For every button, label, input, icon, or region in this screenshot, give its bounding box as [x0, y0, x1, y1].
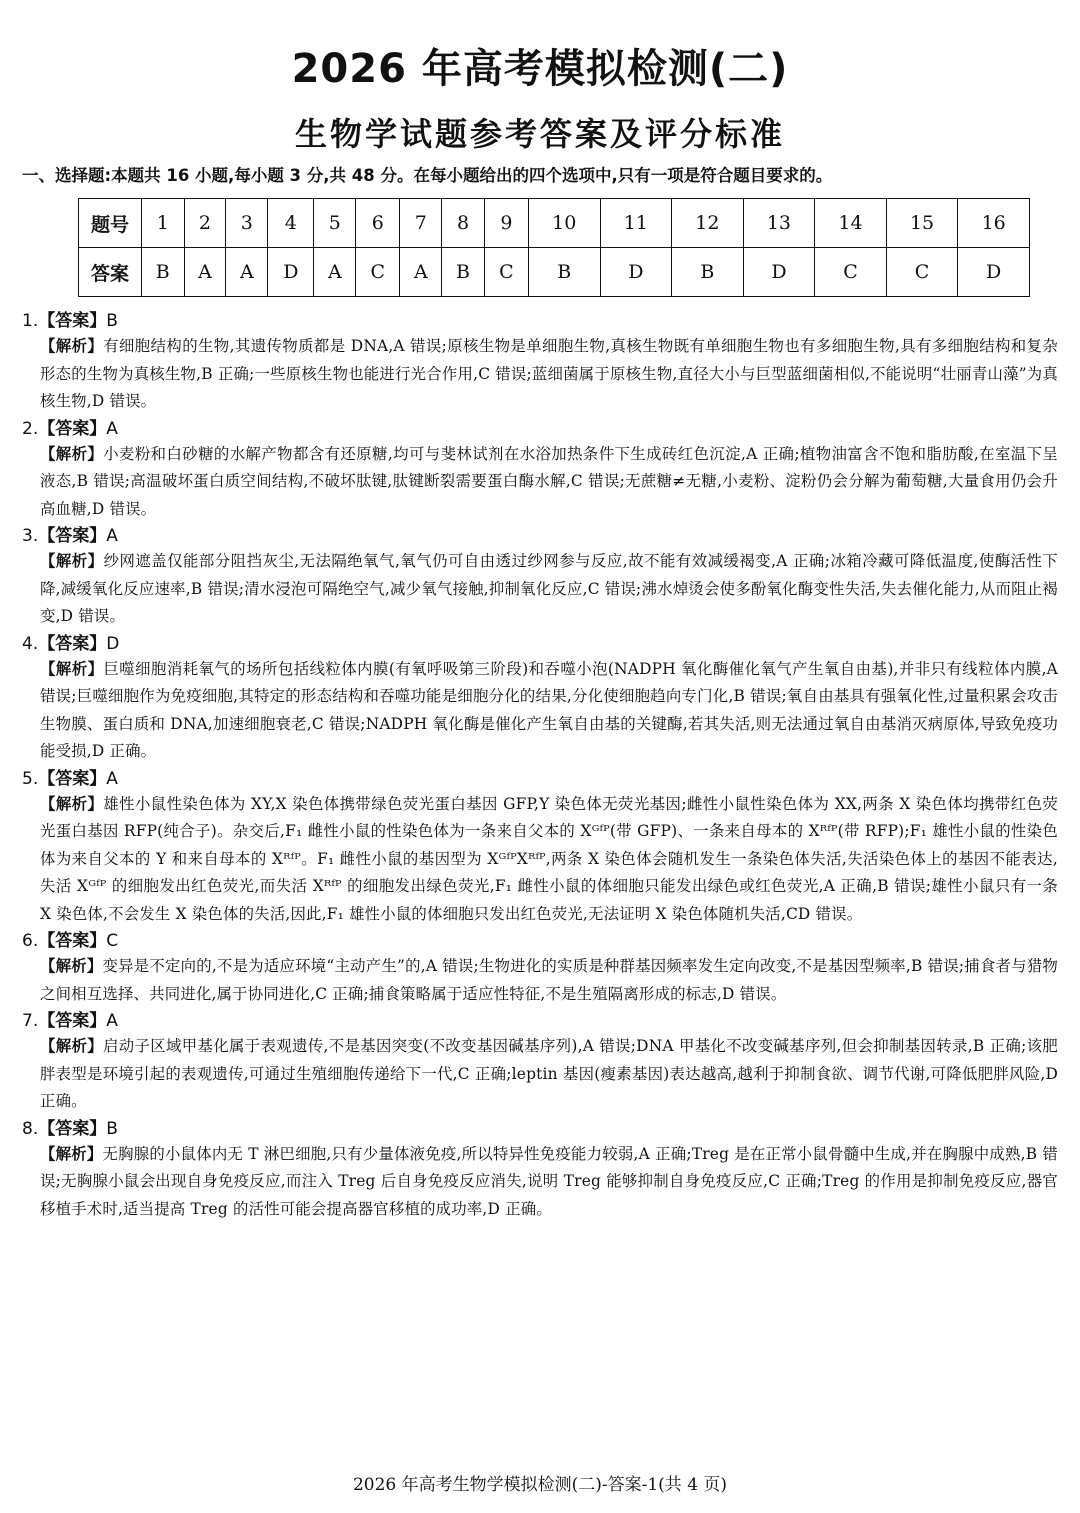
analysis-text: 无胸腺的小鼠体内无 T 淋巴细胞,只有少量体液免疫,所以特异性免疫能力较弱,A 正确;Treg 是在正常小鼠骨髓中生成,并在胸腺中成熟,B 错误;无胸腺小鼠会出现自身免疫反应,而注入 Treg 后自身免疫反应消失,说明 Treg 能够抑制自身免疫反应,C 正确;Treg 的作用是抑制免疫反应,器官移植手术时,适当提高 Treg 的活性可能会提高器官移植的成功率,D 正确。	[40, 1144, 1058, 1218]
item-number: 3.	[22, 526, 39, 546]
answer-value: B	[106, 1118, 118, 1139]
item-number: 5.	[22, 768, 39, 789]
answer-cell: C	[356, 248, 400, 297]
answer-value: A	[106, 418, 118, 439]
analysis-tag: 【解析】	[40, 337, 104, 355]
answer-tag: 【答案】	[38, 931, 107, 951]
answer-cell: C	[886, 248, 958, 297]
answer-item	[22, 1009, 1058, 1116]
question-number-cell: 3	[226, 199, 268, 248]
analysis-tag: 【解析】	[40, 552, 104, 570]
analysis-paragraph	[22, 791, 1058, 929]
analysis-tag: 【解析】	[40, 794, 104, 813]
question-number-cell: 2	[184, 199, 226, 248]
answer-cell: D	[743, 248, 815, 297]
answer-line	[22, 767, 1058, 791]
analysis-text: 有细胞结构的生物,其遗传物质都是 DNA,A 错误;原核生物是单细胞生物,真核生物既有单细胞生物也有多细胞生物,具有多细胞结构和复杂形态的生物为真核生物,B 正确;一些原核生物也能进行光合作用,C 错误;蓝细菌属于原核生物,直径大小与巨型蓝细菌相似,不能说明“壮丽青山藻”为真核生物,D 错误。	[40, 337, 1058, 410]
answer-value: C	[106, 931, 119, 951]
answer-tag: 【答案】	[38, 311, 107, 331]
answer-line	[22, 417, 1058, 441]
row-label-answer: 答案	[79, 248, 142, 297]
analysis-paragraph	[22, 333, 1058, 416]
answer-line	[22, 929, 1058, 953]
answer-value: A	[106, 768, 118, 789]
question-number-cell: 1	[142, 199, 185, 248]
answer-item	[22, 929, 1058, 1008]
answer-explanations	[22, 309, 1058, 1223]
question-number-cell: 13	[743, 199, 815, 248]
question-number-cell: 14	[815, 199, 887, 248]
question-number-cell: 8	[442, 199, 485, 248]
analysis-text: 纱网遮盖仅能部分阻挡灰尘,无法隔绝氧气,氧气仍可自由透过纱网参与反应,故不能有效减缓褐变,A 正确;冰箱冷藏可降低温度,使酶活性下降,减缓氧化反应速率,B 错误;清水浸泡可隔绝空气,减少氧气接触,抑制氧化反应,C 错误;沸水焯烫会使多酚氧化酶变性失活,失去催化能力,从而阻止褐变,D 错误。	[40, 552, 1058, 625]
answer-tag: 【答案】	[38, 633, 107, 654]
answer-cell: A	[226, 248, 268, 297]
item-number: 6.	[22, 931, 39, 951]
answer-cell: B	[142, 248, 185, 297]
answer-cell: D	[600, 248, 672, 297]
answer-item	[22, 632, 1058, 766]
item-number: 2.	[22, 418, 39, 439]
answer-tag: 【答案】	[38, 768, 107, 789]
answer-line	[22, 524, 1058, 548]
question-number-cell: 11	[600, 199, 672, 248]
answer-value: A	[106, 526, 118, 546]
analysis-paragraph	[22, 1141, 1058, 1224]
question-number-cell: 9	[484, 199, 528, 248]
question-number-cell: 12	[672, 199, 744, 248]
answer-cell: A	[184, 248, 226, 297]
item-number: 4.	[22, 633, 39, 654]
answer-cell: A	[314, 248, 356, 297]
row-label-number: 题号	[79, 199, 142, 248]
analysis-tag: 【解析】	[40, 444, 104, 463]
answer-tag: 【答案】	[38, 1118, 107, 1139]
question-number-cell: 16	[958, 199, 1030, 248]
answer-item	[22, 524, 1058, 631]
section-instructions: 一、选择题:本题共 16 小题,每小题 3 分,共 48 分。在每小题给出的四个选项中,只有一项是符合题目要求的。	[22, 166, 833, 185]
answer-line	[22, 1009, 1058, 1033]
analysis-text: 雄性小鼠性染色体为 XY,X 染色体携带绿色荧光蛋白基因 GFP,Y 染色体无荧光基因;雌性小鼠性染色体为 XX,两条 X 染色体均携带红色荧光蛋白基因 RFP(纯合子)。杂交后,F₁ 雌性小鼠的性染色体为一条来自父本的 Xᴳᶠᴾ(带 GFP)、一条来自母本的 Xᴿᶠᴾ(带 RFP);F₁ 雄性小鼠的性染色体为来自父本的 Y 和来自母本的 Xᴿᶠᴾ。F₁ 雌性小鼠的基因型为 XᴳᶠᴾXᴿᶠᴾ,两条 X 染色体会随机发生一条染色体失活,失活染色体上的基因不能表达,失活 Xᴳᶠᴾ 的细胞发出红色荧光,而失活 Xᴿᶠᴾ 的细胞发出绿色荧光,F₁ 雌性小鼠的体细胞只能发出绿色或红色荧光,A 正确,B 错误;雄性小鼠只有一条 X 染色体,不会发生 X 染色体的失活,因此,F₁ 雄性小鼠的体细胞只发出红色荧光,无法证明 X 染色体随机失活,CD 错误。	[40, 794, 1058, 923]
answer-tag: 【答案】	[38, 418, 107, 439]
analysis-tag: 【解析】	[40, 957, 103, 975]
analysis-paragraph	[22, 656, 1058, 766]
answer-item	[22, 417, 1058, 524]
answer-cell: B	[528, 248, 600, 297]
answer-item	[22, 767, 1058, 929]
question-number-cell: 5	[314, 199, 356, 248]
analysis-paragraph	[22, 1033, 1058, 1116]
question-number-cell: 6	[356, 199, 400, 248]
answer-cell: B	[672, 248, 744, 297]
item-number: 7.	[22, 1011, 39, 1031]
answer-tag: 【答案】	[38, 1011, 107, 1031]
analysis-tag: 【解析】	[40, 1144, 103, 1163]
page-subtitle: 生物学试题参考答案及评分标准	[294, 115, 785, 153]
analysis-tag: 【解析】	[40, 1037, 104, 1055]
analysis-paragraph	[22, 953, 1058, 1008]
answer-cell: B	[442, 248, 485, 297]
page-title: 2026 年高考模拟检测(二)	[291, 46, 789, 92]
page-footer: 2026 年高考生物学模拟检测(二)-答案-1(共 4 页)	[352, 1475, 728, 1495]
answer-cell: A	[400, 248, 442, 297]
analysis-paragraph	[22, 441, 1058, 524]
answer-cell: D	[268, 248, 314, 297]
question-number-cell: 15	[886, 199, 958, 248]
answer-value: B	[106, 311, 118, 331]
item-number: 8.	[22, 1118, 39, 1139]
answer-line	[22, 632, 1058, 656]
answer-cell: C	[484, 248, 528, 297]
answer-item	[22, 309, 1058, 416]
analysis-text: 巨噬细胞消耗氧气的场所包括线粒体内膜(有氧呼吸第三阶段)和吞噬小泡(NADPH 氧化酶催化氧气产生氧自由基),并非只有线粒体内膜,A 错误;巨噬细胞作为免疫细胞,其特定的形态结构和吞噬功能是细胞分化的结果,分化使细胞趋向专门化,B 错误;氧自由基具有强氧化性,过量积累会攻击生物膜、蛋白质和 DNA,加速细胞衰老,C 错误;NADPH 氧化酶是催化产生氧自由基的关键酶,若其失活,则无法通过氧自由基消灭病原体,导致免疫功能受损,D 正确。	[40, 659, 1058, 760]
question-number-cell: 7	[400, 199, 442, 248]
answer-value: A	[106, 1011, 118, 1031]
analysis-tag: 【解析】	[40, 659, 104, 678]
answer-table-number-row	[79, 199, 1030, 248]
question-number-cell: 10	[528, 199, 600, 248]
analysis-paragraph	[22, 548, 1058, 631]
answer-line	[22, 1117, 1058, 1141]
answer-table-answer-row	[79, 248, 1030, 297]
item-number: 1.	[22, 311, 39, 331]
answer-table	[78, 198, 1030, 297]
answer-value: D	[106, 633, 120, 654]
answer-item	[22, 1117, 1058, 1224]
analysis-text: 变异是不定向的,不是为适应环境“主动产生”的,A 错误;生物进化的实质是种群基因频率发生定向改变,不是基因型频率,B 错误;捕食者与猎物之间相互选择、共同进化,属于协同进化,C 正确;捕食策略属于适应性特征,不是生殖隔离形成的标志,D 错误。	[40, 957, 1058, 1003]
analysis-text: 小麦粉和白砂糖的水解产物都含有还原糖,均可与斐林试剂在水浴加热条件下生成砖红色沉淀,A 正确;植物油富含不饱和脂肪酸,在室温下呈液态,B 错误;高温破坏蛋白质空间结构,不破坏肽键,肽键断裂需要蛋白酶水解,C 错误;无蔗糖≠无糖,小麦粉、淀粉仍会分解为葡萄糖,大量食用仍会升高血糖,D 错误。	[40, 444, 1058, 518]
answer-tag: 【答案】	[38, 526, 107, 546]
answer-cell: C	[815, 248, 887, 297]
analysis-text: 启动子区域甲基化属于表观遗传,不是基因突变(不改变基因碱基序列),A 错误;DNA 甲基化不改变碱基序列,但会抑制基因转录,B 正确;该肥胖表型是环境引起的表观遗传,可通过生殖细胞传递给下一代,C 正确;leptin 基因(瘦素基因)表达越高,越利于抑制食欲、调节代谢,可降低肥胖风险,D 正确。	[40, 1037, 1058, 1110]
answer-line	[22, 309, 1058, 333]
question-number-cell: 4	[268, 199, 314, 248]
answer-cell: D	[958, 248, 1030, 297]
